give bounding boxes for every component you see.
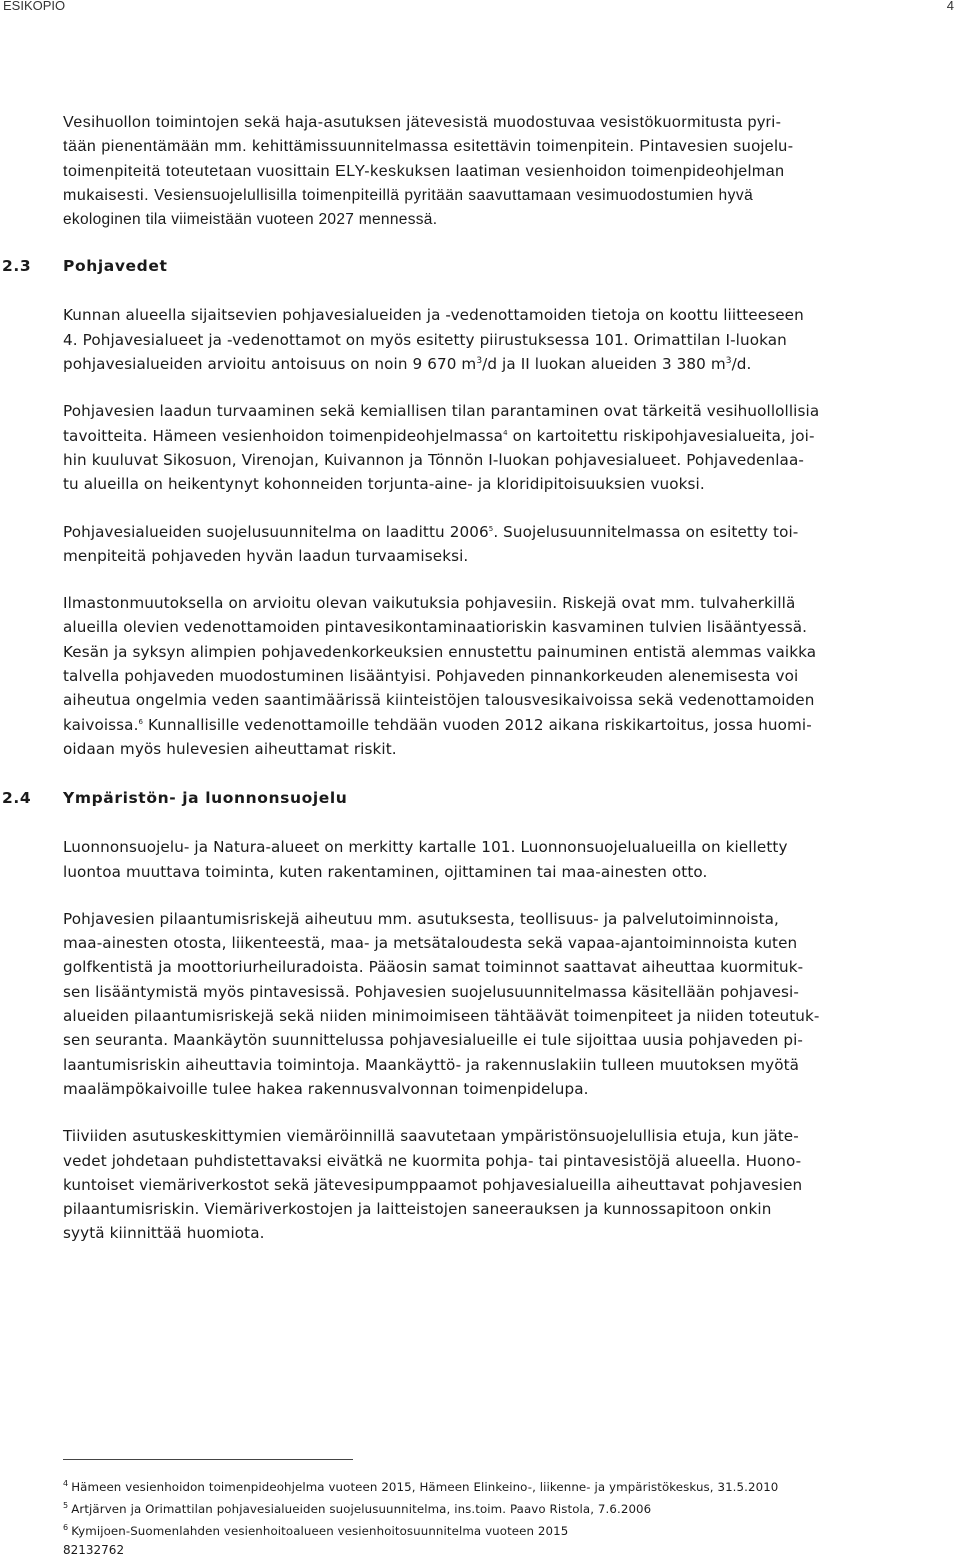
section-title: Pohjavedet xyxy=(63,257,168,276)
section-number: 2.3 xyxy=(2,257,32,276)
footnote-ref: 4 xyxy=(503,428,508,437)
section-title: Ympäristön- ja luonnonsuojelu xyxy=(63,789,348,808)
section-heading-2-4 xyxy=(2,786,958,810)
intro-paragraph: Vesihuollon toimintojen sekä haja-asutuksen jätevesistä muodostuvaa vesistökuormitusta pyri- tään pienentämään mm. kehittämissuunnitelmassa esitettävin toimenpitein. Pintavesien suojelu- toimenpiteitä toteutetaan vuosittain ELY-keskuksen laatiman vesienhoidon toimenpideohjelman mukaisesti. Vesiensuojelullisilla toimenpiteillä pyritään saavuttamaan vesimuodostumien hyvä ekologinen tila viimeistään vuoteen 2027 mennessä. xyxy=(63,114,794,229)
page-header xyxy=(0,0,960,12)
footnote: $^4$ Hämeen vesienhoidon toimenpideohjelma vuoteen 2015, Hämeen Elinkeino-, liikenne- ja ympäristökeskus, 31.5.2010 xyxy=(63,1479,779,1494)
paragraph: Tiiviiden asutuskeskittymien viemäröinnillä saavutetaan ympäristönsuojelullisia etuja, kun jäte- vedet johdetaan puhdistettavaksi eivätkä ne kuormita pohja- tai pintavesistöjä alueella. Huono- kuntoiset viemäriverkostot sekä jätevesipumppaamot pohjavesialueilla aiheuttavat pohjavesien pilaantumisriskin. Viemäriverkostojen ja laitteistojen saneerauksen ja kunnossapitoon onkin syytä kiinnittää huomiota. xyxy=(63,1127,803,1243)
section-heading-2-3 xyxy=(2,254,958,278)
footnote-ref: 6 xyxy=(138,717,144,726)
footnote-divider xyxy=(63,1459,353,1460)
paragraph: Pohjavesialueiden suojelusuunnitelma on laadittu 2006$^5$. Suojelusuunnitelmassa on esitetty toi- menpiteitä pohjaveden hyvän laadun turvaamiseksi. xyxy=(63,522,799,565)
section-number: 2.4 xyxy=(2,789,32,808)
document-number: 82132762 xyxy=(63,1543,125,1557)
footnote: $^5$ Artjärven ja Orimattilan pohjavesialueiden suojelusuunnitelma, ins.toim. Paavo Ristola, 7.6.2006 xyxy=(63,1501,652,1517)
page-number: 4 xyxy=(946,0,954,13)
header-label: ESIKOPIO xyxy=(3,0,66,13)
paragraph: Kunnan alueella sijaitsevien pohjavesialueiden ja -vedenottamoiden tietoja on koottu liitteeseen 4. Pohjavesialueet ja -vedenottamot on myös esitetty piirustuksessa 101. Orimattilan I-luokan pohjavesialueiden arvioitu antoisuus on noin 9 670 $m^3/d$ ja II luokan alueiden 3 380 $m^3/d$. xyxy=(63,306,804,374)
paragraph: Pohjavesien laadun turvaaminen sekä kemiallisen tilan parantaminen ovat tärkeitä vesihuollollisia tavoitteita. Hämeen vesienhoidon toimenpideohjelmassa$^4$ on kartoitettu riskipohjavesialueita, joi- hin kuuluvat Sikosuon, Virenojan, Kuivannon ja Tönnön I-luokan pohjavesialueet. Pohjavedenlaa- tu alueilla on heikentynyt kohonneiden torjunta-aine- ja kloridipitoisuuksien vuoksi. xyxy=(63,402,820,494)
footnote: $^6$ Kymijoen-Suomenlahden vesienhoitoalueen vesienhoitosuunnitelma vuoteen 2015 xyxy=(63,1523,569,1539)
footnote-ref: 5 xyxy=(488,524,494,533)
footnotes xyxy=(63,1476,953,1543)
document-body xyxy=(2,111,958,1246)
paragraph: Ilmastonmuutoksella on arvioitu olevan vaikutuksia pohjavesiin. Riskejä ovat mm. tulvaherkillä alueilla olevien vedenottamoiden pintavesikontaminaatioriskin kasvaminen tulvien lisääntyessä. Kesän ja syksyn alimpien pohjavedenkorkeuksien ennustettu painuminen entistä alemmas vaikka talvella pohjaveden muodostuminen lisääntyisi. Pohjaveden pinnankorkeuden alenemisesta voi aiheutua ongelmia veden saantimäärissä kiinteistöjen talousvesikaivoissa sekä vedenottamoiden kaivoissa.$^6$ Kunnallisille vedenottamoille tehdään vuoden 2012 aikana riskikartoitus, jossa huomi- oidaan myös hulevesien aiheuttamat riskit. xyxy=(63,594,817,758)
paragraph: Luonnonsuojelu- ja Natura-alueet on merkitty kartalle 101. Luonnonsuojelualueilla on kielletty luontoa muuttava toiminta, kuten rakentaminen, ojittaminen tai maa-ainesten otto. xyxy=(63,838,788,881)
paragraph: Pohjavesien pilaantumisriskejä aiheutuu mm. asutuksesta, teollisuus- ja palvelutoiminnoista, maa-ainesten otosta, liikenteestä, maa- ja metsätaloudesta sekä vapaa-ajantoiminnoista kuten golfkentistä ja moottoriurheiluradoista. Pääosin samat toiminnot saattavat aiheuttaa kuormituk- sen lisääntymistä myös pintavesissä. Pohjavesien suojelusuunnitelmassa käsitellään pohjavesi- alueiden pilaantumisriskejä sekä niiden minimoimiseen tähtäävät toimenpiteet ja niiden toteutuk- sen seuranta. Maankäytön suunnittelussa pohjavesialueille ei tule sijoittaa uusia pohjaveden pi- laantumisriskin aiheuttavia toimintoja. Maankäyttö- ja rakennuslakiin tulleen muutoksen myötä maalämpökaivoille tulee hakea rakennusvalvonnan toimenpidelupa. xyxy=(63,909,820,1098)
